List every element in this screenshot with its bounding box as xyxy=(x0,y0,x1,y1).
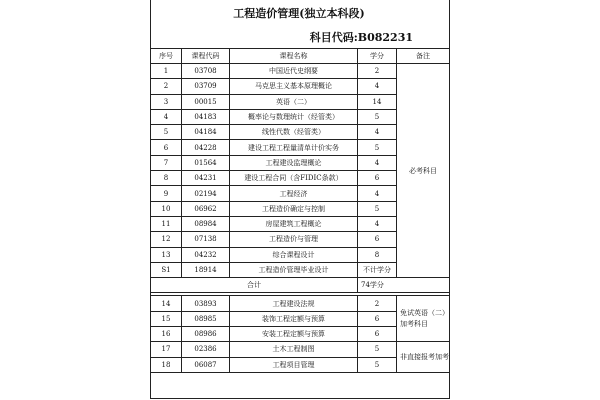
course-name: 工程项目管理 xyxy=(230,357,358,372)
course-code: 06087 xyxy=(182,357,230,372)
course-code: 01564 xyxy=(182,155,230,170)
course-no: 12 xyxy=(151,232,182,247)
course-no: 16 xyxy=(151,327,182,342)
course-name: 工程造价与管理 xyxy=(230,232,358,247)
course-no: 7 xyxy=(151,155,182,170)
header-remark: 备注 xyxy=(397,49,450,64)
course-code: 08985 xyxy=(182,311,230,326)
course-credit: 2 xyxy=(358,64,397,79)
course-name: 工程经济 xyxy=(230,186,358,201)
header-name: 课程名称 xyxy=(230,49,358,64)
course-name: 综合课程设计 xyxy=(230,247,358,262)
course-credit: 6 xyxy=(358,171,397,186)
course-credit: 14 xyxy=(358,94,397,109)
course-name: 线性代数（经管类） xyxy=(230,125,358,140)
course-name: 马克思主义基本原理概论 xyxy=(230,79,358,94)
required-remark: 必考科目 xyxy=(397,64,450,278)
course-no: 11 xyxy=(151,216,182,231)
course-no: 6 xyxy=(151,140,182,155)
course-no: 1 xyxy=(151,64,182,79)
course-name: 工程建设监理概论 xyxy=(230,155,358,170)
course-name: 安装工程定额与预算 xyxy=(230,327,358,342)
course-code: 04228 xyxy=(182,140,230,155)
course-code: 04231 xyxy=(182,171,230,186)
total-value: 74学分 xyxy=(358,278,450,293)
course-no: 13 xyxy=(151,247,182,262)
course-code: 07138 xyxy=(182,232,230,247)
course-name: 英语（二） xyxy=(230,94,358,109)
course-no: 18 xyxy=(151,357,182,372)
course-credit: 5 xyxy=(358,342,397,357)
course-credit: 5 xyxy=(358,201,397,216)
course-code: 18914 xyxy=(182,262,230,277)
course-no: 14 xyxy=(151,296,182,311)
course-no: 15 xyxy=(151,311,182,326)
course-name: 工程造价确定与控制 xyxy=(230,201,358,216)
header-no: 序号 xyxy=(151,49,182,64)
curriculum-sheet xyxy=(150,0,449,400)
course-credit: 4 xyxy=(358,125,397,140)
course-credit: 4 xyxy=(358,216,397,231)
course-code: 04183 xyxy=(182,109,230,124)
course-code: 02386 xyxy=(182,342,230,357)
course-code: 00015 xyxy=(182,94,230,109)
course-name: 中国近代史纲要 xyxy=(230,64,358,79)
course-code: 03893 xyxy=(182,296,230,311)
subject-code: 科目代码:B082231 xyxy=(309,31,413,44)
course-table xyxy=(150,48,450,373)
course-credit: 5 xyxy=(358,140,397,155)
course-credit: 4 xyxy=(358,155,397,170)
table-row xyxy=(151,296,450,311)
course-name: 工程建设法规 xyxy=(230,296,358,311)
total-row xyxy=(151,278,450,293)
course-code: 06962 xyxy=(182,201,230,216)
course-name: 房屋建筑工程概论 xyxy=(230,216,358,231)
course-no: 5 xyxy=(151,125,182,140)
course-credit: 6 xyxy=(358,232,397,247)
course-code: 02194 xyxy=(182,186,230,201)
course-code: 03709 xyxy=(182,79,230,94)
course-name: 建设工程工程量清单计价实务 xyxy=(230,140,358,155)
required-courses xyxy=(151,64,450,278)
course-credit: 不计学分 xyxy=(358,262,397,277)
page-title: 工程造价管理(独立本科段) xyxy=(233,7,365,20)
extra-courses xyxy=(151,296,450,372)
course-code: 03708 xyxy=(182,64,230,79)
course-credit: 6 xyxy=(358,327,397,342)
course-name: 概率论与数理统计（经管类） xyxy=(230,109,358,124)
course-no: 2 xyxy=(151,79,182,94)
course-no: 9 xyxy=(151,186,182,201)
course-credit: 4 xyxy=(358,79,397,94)
remark-nondirect: 非直接报考加考 xyxy=(397,342,450,373)
course-no: 4 xyxy=(151,109,182,124)
course-code: 08984 xyxy=(182,216,230,231)
course-name: 工程造价管理毕业设计 xyxy=(230,262,358,277)
table-row xyxy=(151,342,450,357)
course-credit: 5 xyxy=(358,357,397,372)
table-row xyxy=(151,64,450,79)
course-no: 3 xyxy=(151,94,182,109)
remark-exempt: 免试英语（二）加考科目 xyxy=(397,296,450,342)
course-credit: 5 xyxy=(358,109,397,124)
course-code: 04184 xyxy=(182,125,230,140)
course-credit: 8 xyxy=(358,247,397,262)
course-no: 17 xyxy=(151,342,182,357)
header-row xyxy=(151,49,450,64)
total-label: 合计 xyxy=(151,278,358,293)
course-no: 8 xyxy=(151,171,182,186)
course-code: 08986 xyxy=(182,327,230,342)
course-code: 04232 xyxy=(182,247,230,262)
course-no: S1 xyxy=(151,262,182,277)
course-credit: 4 xyxy=(358,186,397,201)
header-credit: 学分 xyxy=(358,49,397,64)
course-no: 10 xyxy=(151,201,182,216)
course-name: 装饰工程定额与预算 xyxy=(230,311,358,326)
course-name: 建设工程合同（含FIDIC条款） xyxy=(230,171,358,186)
course-name: 土木工程制图 xyxy=(230,342,358,357)
course-credit: 6 xyxy=(358,311,397,326)
course-credit: 2 xyxy=(358,296,397,311)
header-code: 课程代码 xyxy=(182,49,230,64)
